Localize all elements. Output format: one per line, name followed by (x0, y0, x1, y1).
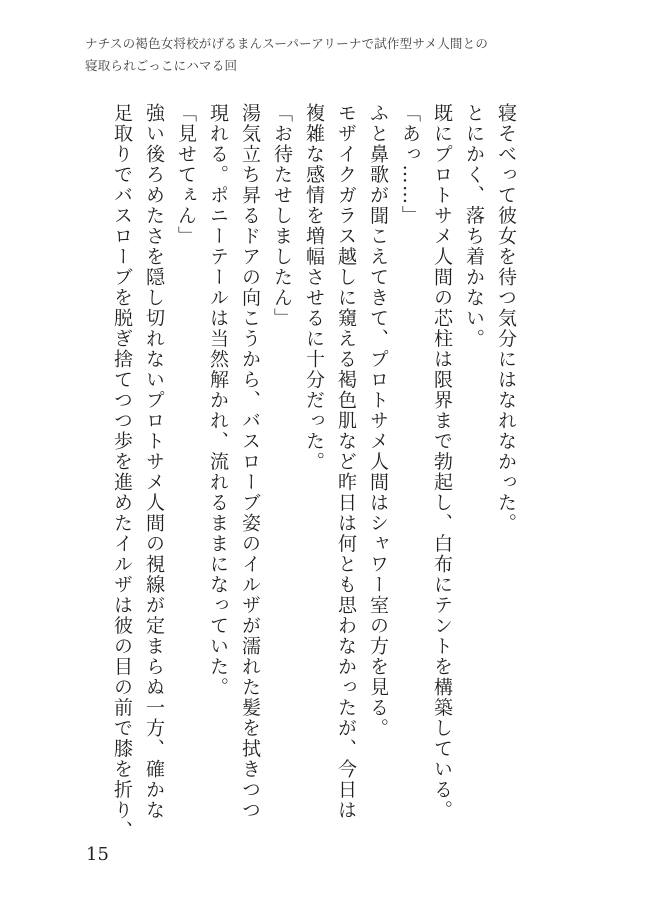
text-column: 「あっ……」 (399, 103, 421, 226)
text-column: 足取りでバスローブを脱ぎ捨てつつ歩を進めたイルザは彼の目の前で膝を折り、 (111, 103, 133, 841)
text-column: 湯気立ち昇るドアの向こうから、バスローブ姿のイルザが濡れた髪を拭きつつ (239, 103, 261, 821)
text-column: モザイクガラス越しに窺える褐色肌など昨日は何とも思わなかったが、今日は (335, 103, 357, 821)
text-column: ふと鼻歌が聞こえてきて、プロトサメ人間はシャワー室の方を見る。 (367, 103, 389, 739)
episode-title-line-2: 寝取られごっこにハマる回 (85, 58, 238, 73)
text-column: 「見せてぇん」 (175, 103, 197, 247)
episode-title-line-1: ナチスの褐色女将校がげるまんスーパーアリーナで試作型サメ人間との (85, 36, 489, 51)
episode-title (85, 33, 565, 77)
text-column: とにかく、落ち着かない。 (463, 103, 485, 349)
page-number: 15 (86, 844, 109, 865)
text-column: 既にプロトサメ人間の芯柱は限界まで勃起し、白布にテントを構築している。 (431, 103, 453, 821)
text-column: 複雑な感情を増幅させるに十分だった。 (303, 103, 325, 472)
body-text (106, 103, 522, 855)
text-column: 現れる。ポニーテールは当然解かれ、流れるままになっていた。 (207, 103, 229, 698)
text-column: 強い後ろめたさを隠し切れないプロトサメ人間の視線が定まらぬ一方、確かな (143, 103, 165, 821)
text-column: 寝そべって彼女を待つ気分にはなれなかった。 (495, 103, 517, 534)
text-column: 「お待たせしましたん」 (271, 103, 293, 329)
